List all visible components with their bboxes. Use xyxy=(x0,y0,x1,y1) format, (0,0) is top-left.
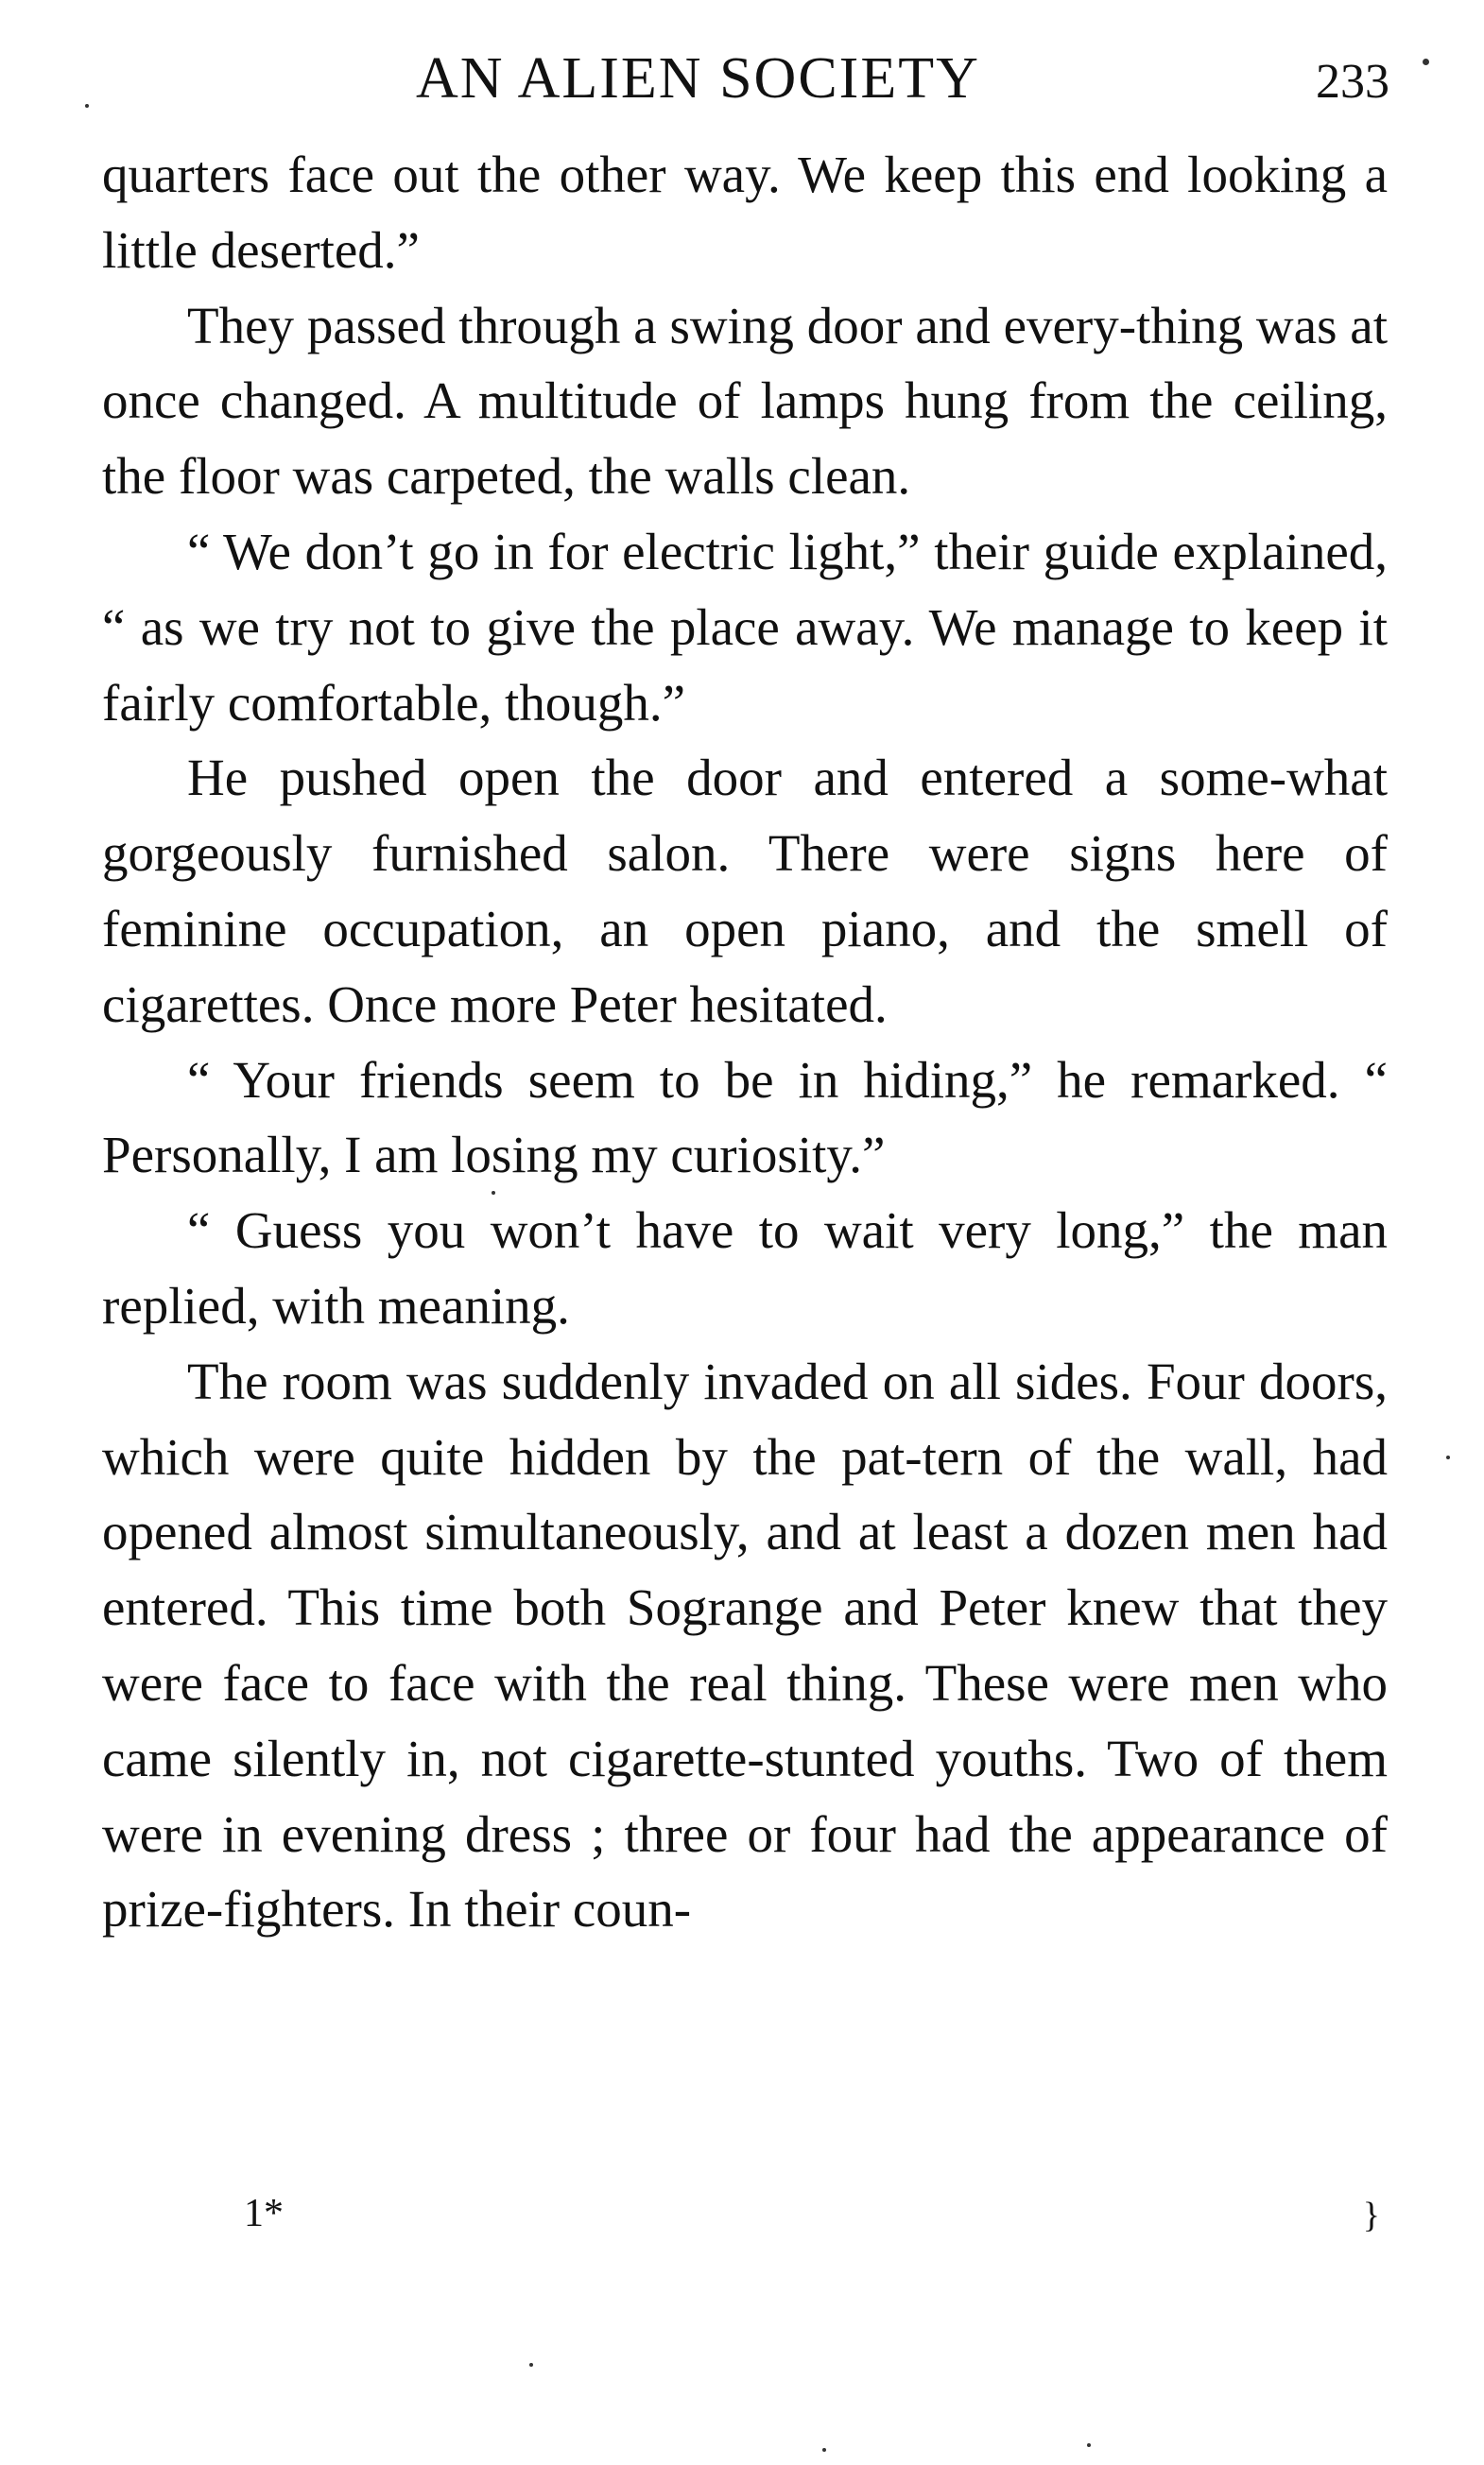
page-number: 233 xyxy=(1316,55,1389,109)
running-head xyxy=(104,36,1389,121)
signature-mark: 1* xyxy=(244,2192,284,2235)
paragraph-6: “ Guess you won’t have to wait very long,” the man replied, with meaning. xyxy=(102,1201,1388,1335)
paragraph-5: “ Your friends seem to be in hiding,” he remarked. “ Personally, I am losing my curiosity.” xyxy=(102,1050,1388,1184)
body-text xyxy=(102,137,1388,1947)
paragraph-7: The room was suddenly invaded on all sides. Four doors, which were quite hidden by the pat-tern of the wall, had opened almost simultaneously, and at least a dozen men had entered. This time both Sogrange and Peter knew that they were face to face with the real thing. These were men who came silently in, not cigarette-stunted youths. Two of them were in evening dress ; three or four had the appearance of prize-fighters. In their coun- xyxy=(102,1352,1388,1939)
paragraph-3: “ We don’t go in for electric light,” their guide explained, “ as we try not to give the place away. We manage to keep it fairly comfortable, though.” xyxy=(102,522,1388,732)
paragraph-1: quarters face out the other way. We keep this end looking a little deserted.” xyxy=(102,146,1388,279)
running-title: AN ALIEN SOCIETY xyxy=(416,46,980,111)
ink-speck xyxy=(85,104,89,108)
paragraph-2: They passed through a swing door and every-thing was at once changed. A multitude of lamps hung from the ceiling, the floor was carpeted, the walls clean. xyxy=(102,296,1388,506)
ink-speck xyxy=(1446,1456,1450,1459)
paragraph-4: He pushed open the door and entered a some-what gorgeously furnished salon. There were signs here of feminine occupation, an open piano, and the smell of cigarettes. Once more Peter hesitated. xyxy=(102,749,1388,1033)
ink-speck xyxy=(492,1191,495,1195)
ink-speck xyxy=(1087,2443,1091,2447)
ink-speck xyxy=(529,2363,533,2367)
ink-speck xyxy=(1423,59,1429,65)
ink-speck xyxy=(822,2448,826,2452)
corner-mark: } xyxy=(1362,2196,1380,2235)
